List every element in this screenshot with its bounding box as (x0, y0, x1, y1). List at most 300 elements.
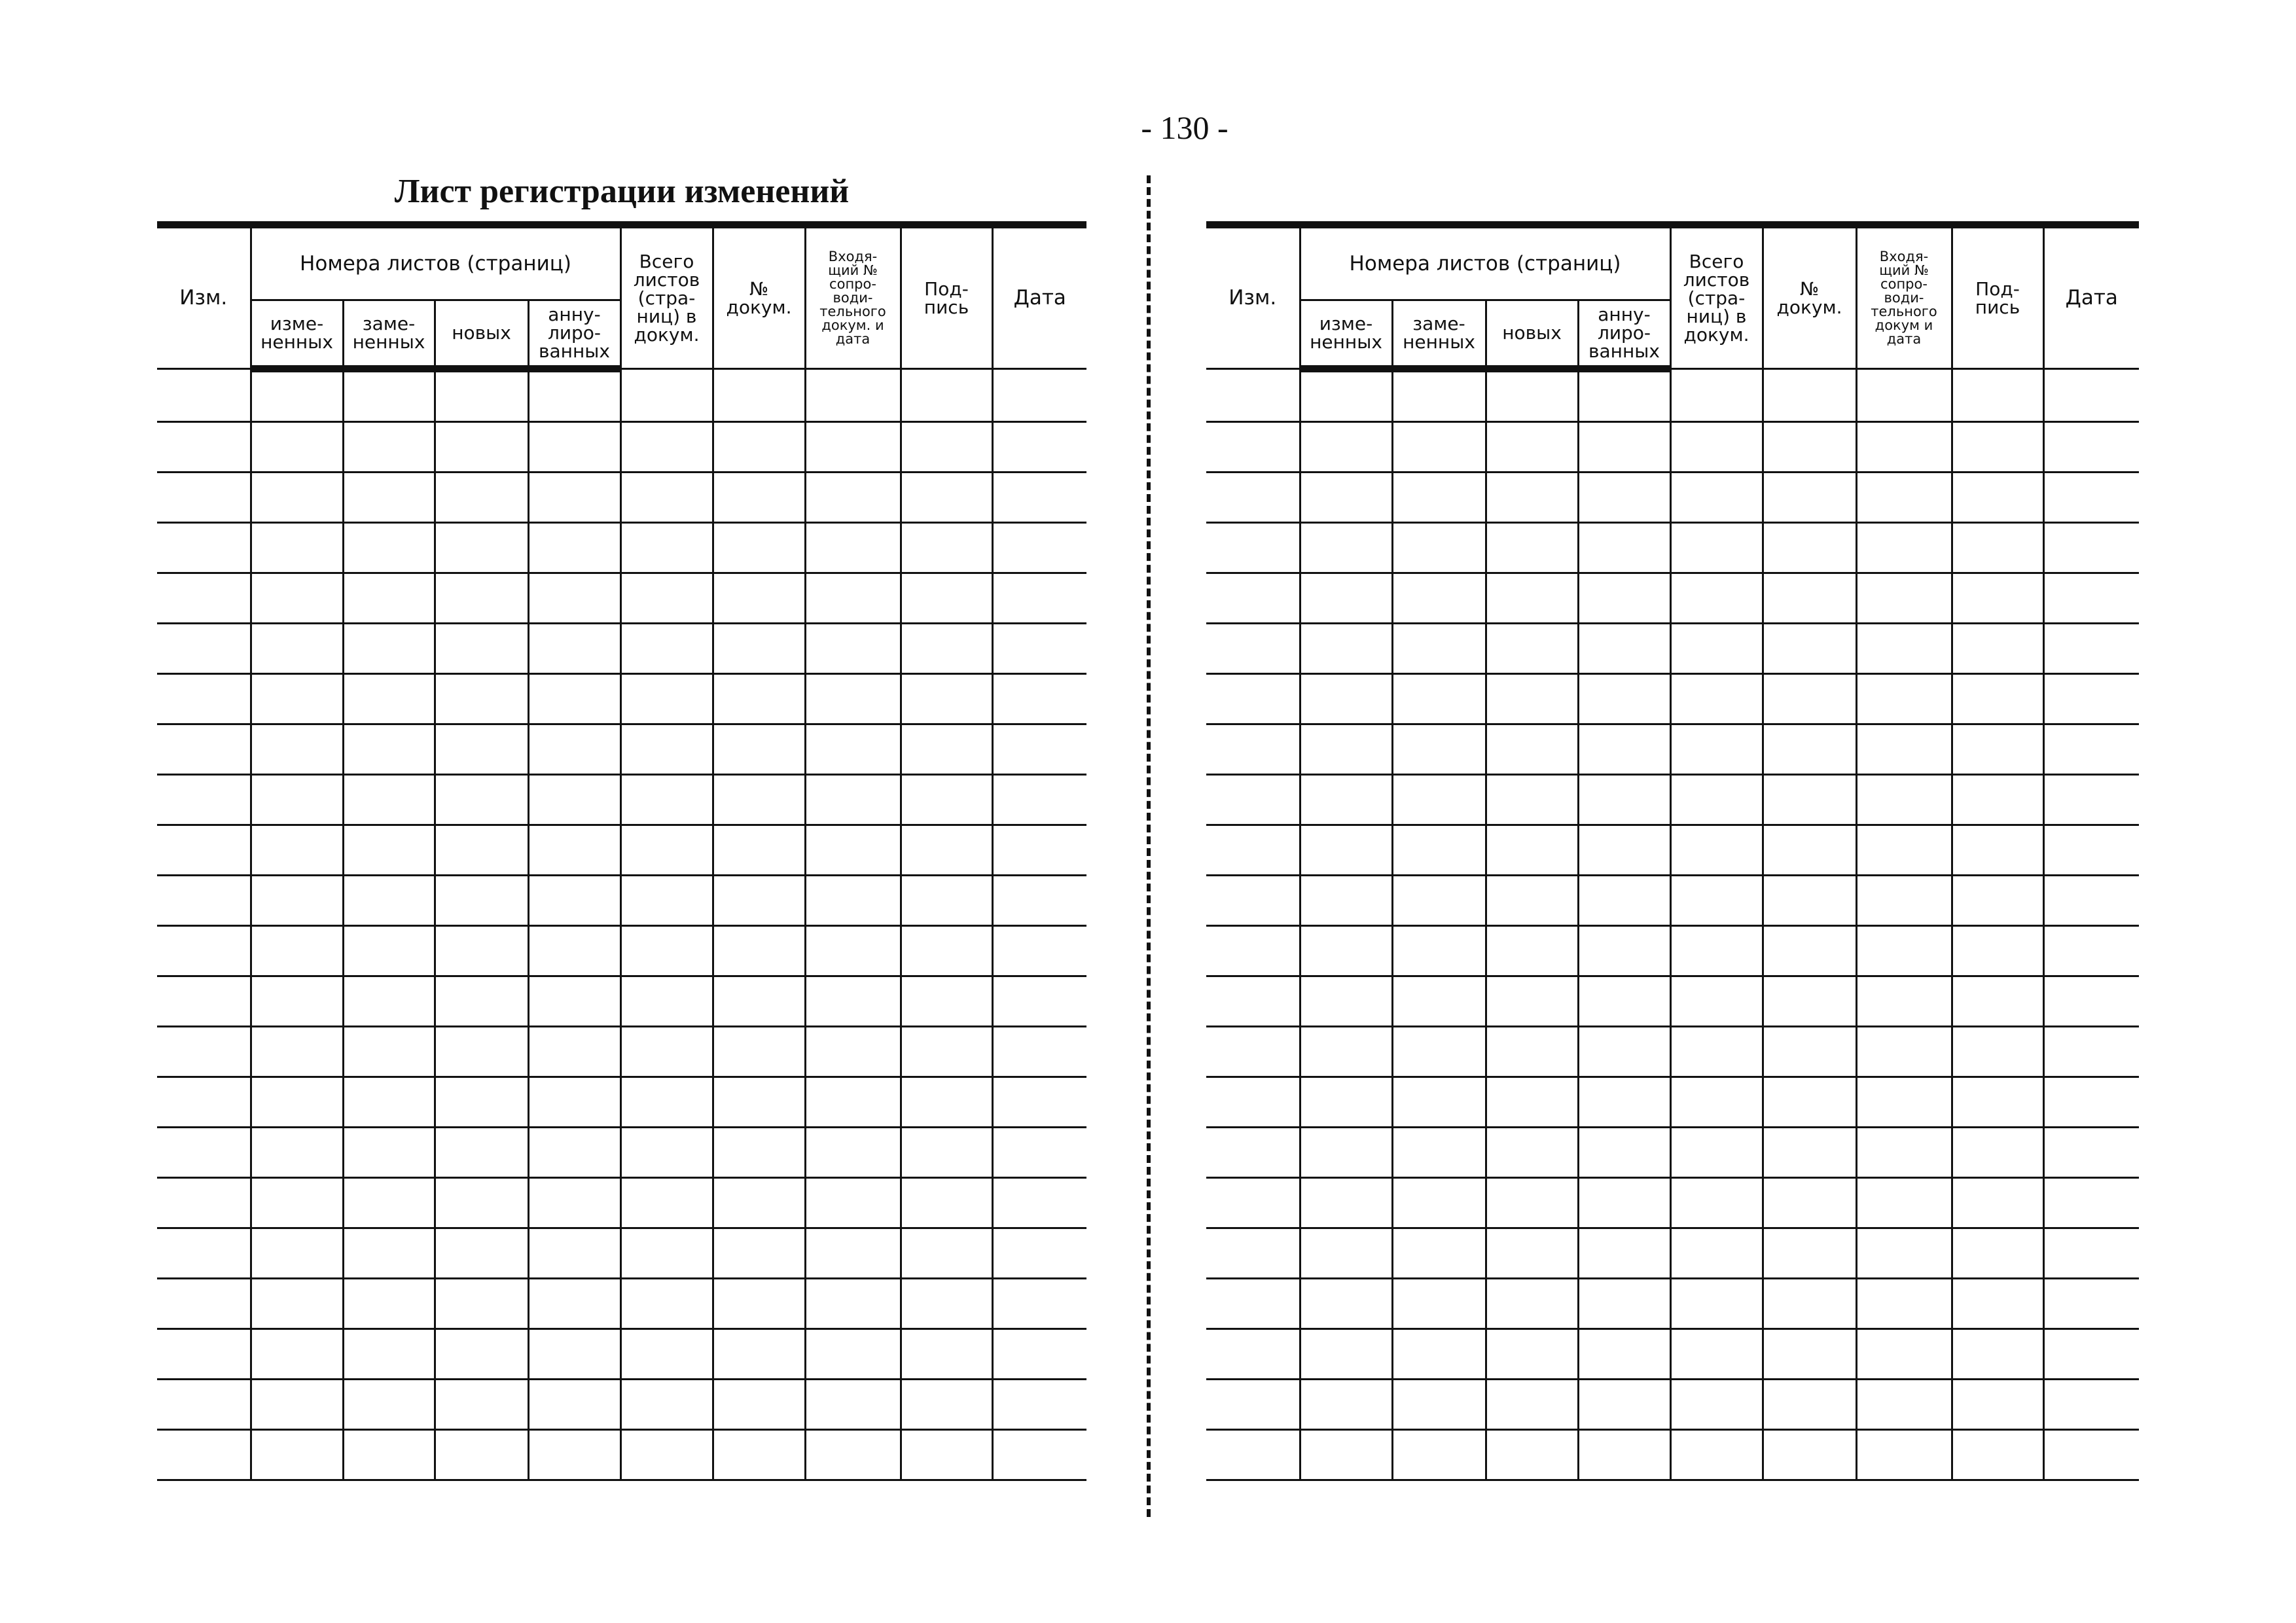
table-cell (901, 369, 992, 422)
table-cell (251, 724, 343, 775)
table-cell (713, 1027, 805, 1077)
table-cell (620, 775, 713, 825)
table-cell (435, 1430, 528, 1480)
table-cell (805, 1077, 901, 1128)
table-cell (1392, 926, 1486, 976)
table-cell (2043, 624, 2139, 674)
table-cell (1206, 724, 1300, 775)
table-cell (1206, 876, 1300, 926)
table-cell (1486, 1128, 1578, 1178)
table-cell (157, 1128, 251, 1178)
table-cell (157, 369, 251, 422)
table-cell (2043, 369, 2139, 422)
table-cell (1670, 775, 1763, 825)
table-cell (1392, 976, 1486, 1027)
table-cell (1763, 876, 1856, 926)
table-cell (343, 422, 435, 473)
table-cell (620, 876, 713, 926)
table-cell (435, 422, 528, 473)
table-cell (435, 775, 528, 825)
table-cell (1300, 369, 1392, 422)
table-cell (1670, 1430, 1763, 1480)
table-cell (435, 976, 528, 1027)
table-cell (992, 1329, 1086, 1380)
table-cell (343, 573, 435, 624)
table-cell (713, 926, 805, 976)
table-cell (157, 573, 251, 624)
table-cell (1763, 926, 1856, 976)
table-cell (343, 523, 435, 573)
table-row (157, 1380, 1086, 1430)
table-cell (1486, 775, 1578, 825)
table-cell (1206, 1279, 1300, 1329)
table-cell (713, 825, 805, 876)
table-row (157, 674, 1086, 724)
table-cell (1670, 523, 1763, 573)
table-cell (251, 1178, 343, 1228)
table-cell (620, 422, 713, 473)
column-header-date: Дата (2043, 225, 2139, 369)
table-cell (2043, 976, 2139, 1027)
table-cell (1392, 523, 1486, 573)
table-cell (805, 1027, 901, 1077)
table-cell (1206, 1380, 1300, 1430)
table-cell (528, 876, 620, 926)
table-cell (1300, 926, 1392, 976)
table-row (1206, 624, 2139, 674)
table-cell (1856, 573, 1952, 624)
table-cell (1952, 976, 2043, 1027)
table-row (1206, 976, 2139, 1027)
table-cell (901, 1178, 992, 1228)
table-cell (435, 369, 528, 422)
table-cell (1763, 1178, 1856, 1228)
table-cell (2043, 775, 2139, 825)
table-cell (1206, 674, 1300, 724)
table-cell (901, 473, 992, 523)
table-cell (1856, 422, 1952, 473)
table-cell (1952, 926, 2043, 976)
table-cell (1300, 976, 1392, 1027)
table-cell (1486, 422, 1578, 473)
table-row (1206, 523, 2139, 573)
table-row (1206, 1128, 2139, 1178)
table-cell (1856, 473, 1952, 523)
table-cell (528, 1279, 620, 1329)
table-cell (1670, 624, 1763, 674)
column-header-doc-number: № докум. (713, 225, 805, 369)
table-cell (343, 1178, 435, 1228)
column-header-changed: изме- ненных (1300, 300, 1392, 369)
table-cell (1670, 573, 1763, 624)
table-cell (805, 976, 901, 1027)
table-row (1206, 1329, 2139, 1380)
table-cell (1856, 1178, 1952, 1228)
table-cell (1952, 1329, 2043, 1380)
table-cell (992, 976, 1086, 1027)
table-cell (1206, 926, 1300, 976)
table-cell (1578, 775, 1670, 825)
table-cell (343, 1380, 435, 1430)
table-cell (901, 1027, 992, 1077)
table-cell (1952, 876, 2043, 926)
table-cell (713, 369, 805, 422)
table-cell (1300, 523, 1392, 573)
table-cell (713, 523, 805, 573)
table-cell (713, 624, 805, 674)
table-cell (1856, 1279, 1952, 1329)
table-cell (435, 1077, 528, 1128)
column-header-total-sheets: Всего листов (стра- ниц) в докум. (1670, 225, 1763, 369)
table-cell (1670, 674, 1763, 724)
table-cell (1856, 775, 1952, 825)
table-cell (1392, 624, 1486, 674)
table-cell (620, 825, 713, 876)
table-cell (1300, 1228, 1392, 1279)
table-cell (1578, 674, 1670, 724)
table-cell (157, 1228, 251, 1279)
table-cell (1952, 674, 2043, 724)
table-cell (251, 1128, 343, 1178)
table-cell (901, 825, 992, 876)
table-cell (528, 473, 620, 523)
table-cell (1856, 1128, 1952, 1178)
table-cell (1578, 1077, 1670, 1128)
table-cell (1952, 422, 2043, 473)
table-cell (620, 1279, 713, 1329)
table-cell (1392, 1178, 1486, 1228)
table-cell (805, 724, 901, 775)
table-cell (620, 1380, 713, 1430)
table-cell (2043, 1077, 2139, 1128)
table-cell (805, 369, 901, 422)
table-cell (901, 926, 992, 976)
table-cell (528, 825, 620, 876)
table-cell (157, 624, 251, 674)
table-cell (992, 1077, 1086, 1128)
table-cell (1206, 1228, 1300, 1279)
table-cell (620, 369, 713, 422)
table-cell (1856, 369, 1952, 422)
table-cell (713, 1077, 805, 1128)
table-cell (157, 1329, 251, 1380)
table-cell (1300, 573, 1392, 624)
table-cell (251, 926, 343, 976)
table-cell (435, 473, 528, 523)
column-header-new: новых (435, 300, 528, 369)
table-cell (1392, 1228, 1486, 1279)
table-cell (713, 473, 805, 523)
table-cell (528, 1128, 620, 1178)
column-header-signature: Под- пись (1952, 225, 2043, 369)
table-cell (1763, 1279, 1856, 1329)
table-cell (620, 473, 713, 523)
table-cell (1763, 976, 1856, 1027)
table-cell (1856, 1077, 1952, 1128)
table-cell (1578, 1228, 1670, 1279)
table-cell (805, 1279, 901, 1329)
table-cell (992, 369, 1086, 422)
table-cell (2043, 1380, 2139, 1430)
table-row (157, 523, 1086, 573)
table-cell (2043, 473, 2139, 523)
change-registration-table-right (1206, 221, 2139, 1481)
table-cell (1392, 369, 1486, 422)
table-cell (343, 1077, 435, 1128)
table-cell (901, 624, 992, 674)
table-cell (620, 624, 713, 674)
table-row (1206, 573, 2139, 624)
table-cell (1763, 1430, 1856, 1480)
table-cell (343, 369, 435, 422)
table-cell (901, 775, 992, 825)
column-header-signature: Под- пись (901, 225, 992, 369)
table-cell (713, 1279, 805, 1329)
table-cell (1578, 624, 1670, 674)
table-cell (251, 674, 343, 724)
table-row (1206, 1380, 2139, 1430)
table-cell (251, 1329, 343, 1380)
table-cell (1763, 422, 1856, 473)
table-cell (1300, 775, 1392, 825)
table-cell (2043, 573, 2139, 624)
table-cell (992, 775, 1086, 825)
table-cell (992, 523, 1086, 573)
table-cell (343, 473, 435, 523)
column-header-annulled: анну- лиро- ванных (528, 300, 620, 369)
table-row (157, 1329, 1086, 1380)
table-cell (1300, 624, 1392, 674)
table-cell (713, 674, 805, 724)
table-cell (1486, 825, 1578, 876)
table-cell (992, 674, 1086, 724)
table-cell (901, 1128, 992, 1178)
table-cell (1670, 1380, 1763, 1430)
table-cell (713, 976, 805, 1027)
table-cell (157, 422, 251, 473)
table-cell (435, 1027, 528, 1077)
table-cell (1578, 1178, 1670, 1228)
table-cell (1206, 1329, 1300, 1380)
table-cell (1206, 1178, 1300, 1228)
table-cell (1486, 573, 1578, 624)
table-row (1206, 775, 2139, 825)
table-cell (805, 674, 901, 724)
table-cell (1578, 724, 1670, 775)
table-cell (1952, 369, 2043, 422)
table-cell (157, 674, 251, 724)
table-cell (435, 523, 528, 573)
table-cell (1856, 1380, 1952, 1430)
table-cell (992, 724, 1086, 775)
table-cell (1206, 1027, 1300, 1077)
table-cell (992, 422, 1086, 473)
table-cell (1578, 1430, 1670, 1480)
table-cell (1392, 422, 1486, 473)
table-cell (1486, 1178, 1578, 1228)
table-cell (713, 573, 805, 624)
table-cell (2043, 825, 2139, 876)
table-cell (1856, 1329, 1952, 1380)
table-cell (1206, 1430, 1300, 1480)
table-row (157, 724, 1086, 775)
table-cell (528, 624, 620, 674)
table-cell (435, 1178, 528, 1228)
table-cell (1486, 473, 1578, 523)
table-cell (343, 1228, 435, 1279)
table-cell (1206, 523, 1300, 573)
table-cell (1486, 926, 1578, 976)
table-cell (157, 775, 251, 825)
table-cell (805, 1430, 901, 1480)
table-row (157, 775, 1086, 825)
table-row (157, 473, 1086, 523)
page-number: - 130 - (1141, 109, 1229, 146)
table-cell (620, 573, 713, 624)
table-cell (528, 369, 620, 422)
table-cell (620, 523, 713, 573)
table-cell (1763, 1077, 1856, 1128)
table-cell (620, 976, 713, 1027)
table-cell (805, 1128, 901, 1178)
table-row (157, 1128, 1086, 1178)
table-cell (2043, 1178, 2139, 1228)
table-cell (992, 1128, 1086, 1178)
table-cell (1856, 724, 1952, 775)
table-cell (157, 473, 251, 523)
table-cell (901, 876, 992, 926)
table-cell (901, 1380, 992, 1430)
table-cell (992, 1430, 1086, 1480)
table-cell (2043, 876, 2139, 926)
table-cell (1856, 825, 1952, 876)
table-cell (343, 1430, 435, 1480)
table-cell (1486, 1279, 1578, 1329)
table-cell (2043, 724, 2139, 775)
table-cell (157, 1279, 251, 1329)
table-cell (1392, 775, 1486, 825)
table-cell (713, 1380, 805, 1430)
table-cell (435, 1279, 528, 1329)
change-registration-table-left (157, 221, 1086, 1481)
table-cell (1670, 876, 1763, 926)
table-cell (901, 674, 992, 724)
table-cell (435, 1128, 528, 1178)
table-cell (713, 1430, 805, 1480)
table-row (1206, 825, 2139, 876)
table-cell (1578, 1279, 1670, 1329)
table-cell (992, 573, 1086, 624)
table-cell (1206, 775, 1300, 825)
table-cell (992, 1228, 1086, 1279)
table-cell (1670, 1228, 1763, 1279)
table-cell (620, 724, 713, 775)
table-cell (2043, 523, 2139, 573)
table-cell (1763, 825, 1856, 876)
table-cell (805, 1380, 901, 1430)
table-cell (1206, 573, 1300, 624)
table-cell (1763, 1380, 1856, 1430)
table-cell (901, 1077, 992, 1128)
table-cell (1578, 422, 1670, 473)
table-row (1206, 1077, 2139, 1128)
table-cell (805, 473, 901, 523)
column-header-total-sheets: Всего листов (стра- ниц) в докум. (620, 225, 713, 369)
table-cell (2043, 926, 2139, 976)
table-cell (343, 1128, 435, 1178)
table-cell (1392, 473, 1486, 523)
table-cell (251, 1279, 343, 1329)
table-cell (1856, 926, 1952, 976)
table-cell (1856, 976, 1952, 1027)
page-title: Лист регистрации изменений (394, 173, 850, 210)
table-cell (1392, 1077, 1486, 1128)
table-cell (1856, 674, 1952, 724)
table-cell (528, 1228, 620, 1279)
table-cell (805, 1228, 901, 1279)
table-cell (157, 825, 251, 876)
table-cell (620, 1077, 713, 1128)
table-cell (1206, 369, 1300, 422)
table-cell (713, 724, 805, 775)
column-header-izm: Изм. (157, 225, 251, 369)
table-row (157, 825, 1086, 876)
table-cell (251, 369, 343, 422)
table-cell (251, 775, 343, 825)
table-row (1206, 369, 2139, 422)
table-cell (1486, 1329, 1578, 1380)
table-cell (251, 825, 343, 876)
table-cell (1856, 1430, 1952, 1480)
table-cell (343, 926, 435, 976)
table-cell (435, 1228, 528, 1279)
table-cell (2043, 1430, 2139, 1480)
table-cell (992, 1279, 1086, 1329)
table-cell (1578, 1128, 1670, 1178)
table-cell (1486, 523, 1578, 573)
table-cell (157, 976, 251, 1027)
table-cell (1856, 624, 1952, 674)
table-cell (620, 1430, 713, 1480)
table-cell (1392, 1329, 1486, 1380)
table-cell (251, 624, 343, 674)
table-row (157, 369, 1086, 422)
table-cell (901, 573, 992, 624)
column-header-changed: изме- ненных (251, 300, 343, 369)
table-cell (251, 573, 343, 624)
table-cell (1952, 724, 2043, 775)
table-cell (992, 926, 1086, 976)
table-cell (528, 674, 620, 724)
table-cell (805, 775, 901, 825)
table-cell (1206, 422, 1300, 473)
table-cell (251, 422, 343, 473)
table-cell (1578, 876, 1670, 926)
table-cell (435, 724, 528, 775)
table-row (1206, 926, 2139, 976)
table-cell (1392, 1380, 1486, 1430)
table-cell (901, 523, 992, 573)
table-cell (343, 1279, 435, 1329)
table-cell (251, 876, 343, 926)
table-cell (1206, 1077, 1300, 1128)
table-cell (1856, 523, 1952, 573)
table-cell (620, 1329, 713, 1380)
column-header-incoming-number: Входя- щий № сопро- води- тельного докум. и дата (805, 225, 901, 369)
table-cell (157, 724, 251, 775)
table-cell (1206, 473, 1300, 523)
table-cell (1763, 573, 1856, 624)
